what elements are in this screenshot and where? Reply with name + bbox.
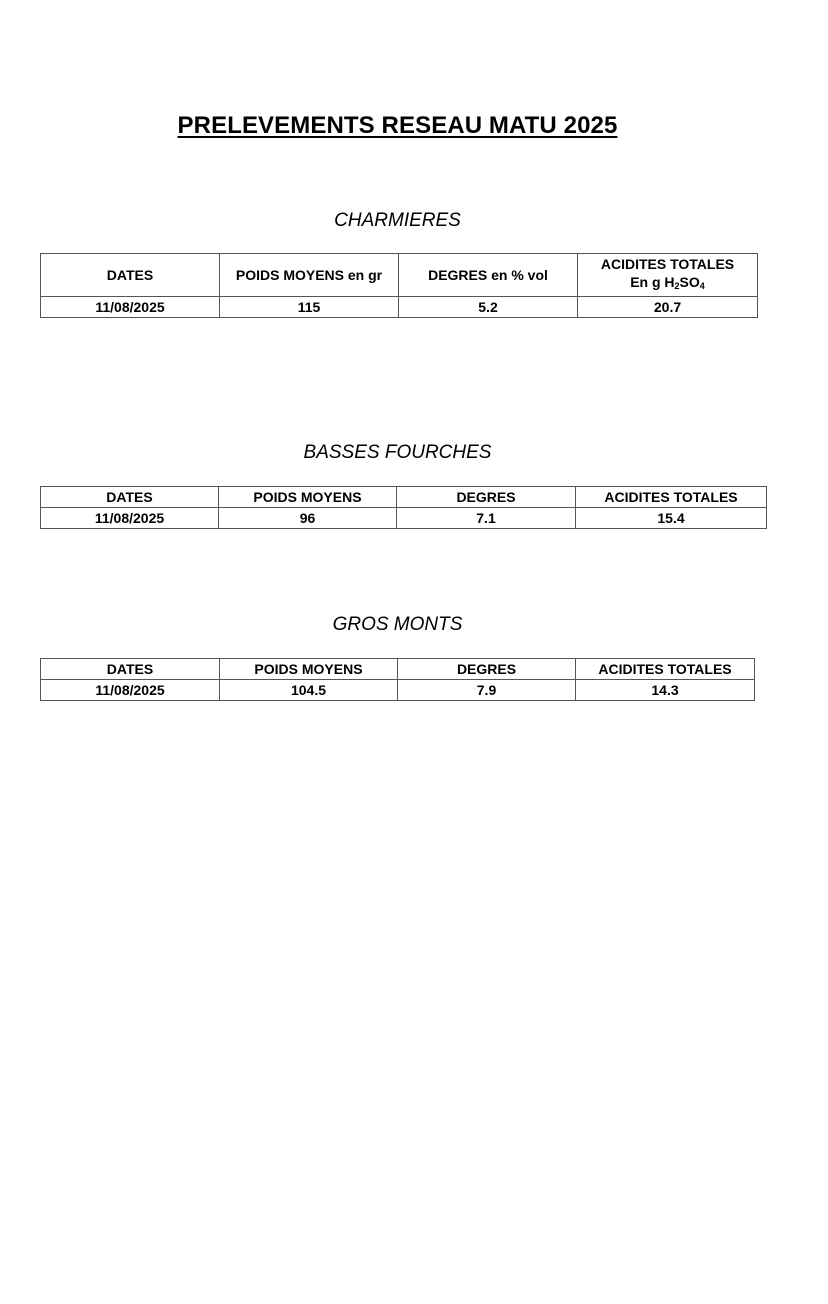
- gros-monts-table: [40, 658, 755, 701]
- cell-degres: 7.9: [398, 680, 576, 701]
- cell-date: 11/08/2025: [41, 508, 219, 529]
- document-title: PRELEVEMENTS RESEAU MATU 2025: [177, 112, 618, 139]
- table-header-row: [41, 659, 755, 680]
- cell-acidites: 20.7: [578, 297, 758, 318]
- charmieres-table: [40, 253, 758, 318]
- header-acidites: ACIDITES TOTALES: [576, 659, 755, 680]
- acidites-unit-mid: SO: [679, 274, 700, 290]
- header-acidites-line2: [578, 273, 757, 295]
- cell-poids: 115: [220, 297, 399, 318]
- cell-acidites: 15.4: [576, 508, 767, 529]
- table-header-row: [41, 254, 758, 297]
- acidites-sub-1: 2: [674, 281, 680, 291]
- cell-date: 11/08/2025: [41, 680, 220, 701]
- header-degres: DEGRES: [397, 487, 576, 508]
- cell-date: 11/08/2025: [41, 297, 220, 318]
- header-dates: DATES: [41, 487, 219, 508]
- header-acidites: [578, 254, 758, 297]
- cell-poids: 96: [219, 508, 397, 529]
- table-row: [41, 508, 767, 529]
- header-dates: DATES: [41, 659, 220, 680]
- acidites-sub-2: 4: [699, 281, 705, 291]
- cell-degres: 7.1: [397, 508, 576, 529]
- header-acidites: ACIDITES TOTALES: [576, 487, 767, 508]
- cell-poids: 104.5: [220, 680, 398, 701]
- cell-degres: 5.2: [399, 297, 578, 318]
- header-degres: DEGRES en % vol: [399, 254, 578, 297]
- table-row: [41, 297, 758, 318]
- header-acidites-line1: ACIDITES TOTALES: [600, 256, 735, 272]
- section-title: CHARMIERES: [334, 210, 461, 231]
- table-header-row: [41, 487, 767, 508]
- header-degres: DEGRES: [398, 659, 576, 680]
- header-poids: POIDS MOYENS en gr: [220, 254, 399, 297]
- cell-acidites: 14.3: [576, 680, 755, 701]
- acidites-unit-prefix: En g H: [630, 274, 675, 290]
- basses-fourches-table: [40, 486, 767, 529]
- table-row: [41, 680, 755, 701]
- header-poids: POIDS MOYENS: [220, 659, 398, 680]
- header-dates: DATES: [41, 254, 220, 297]
- header-poids: POIDS MOYENS: [219, 487, 397, 508]
- section-title: BASSES FOURCHES: [303, 442, 492, 463]
- section-title: GROS MONTS: [332, 614, 463, 635]
